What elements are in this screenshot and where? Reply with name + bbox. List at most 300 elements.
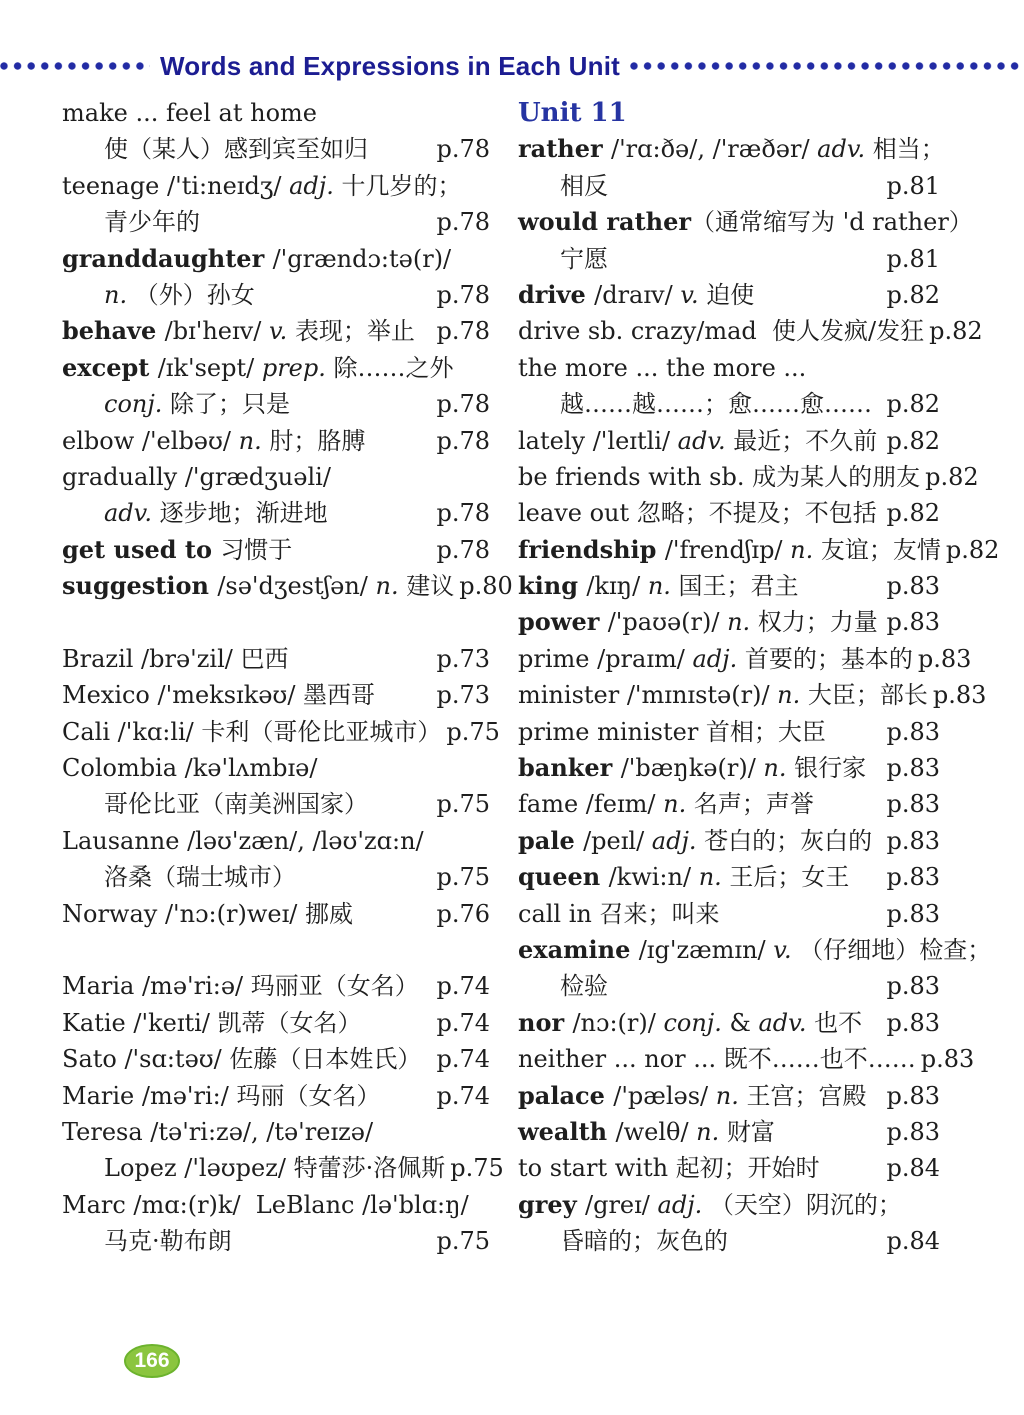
text-segment: 肘；胳膊: [269, 426, 366, 455]
entry-text: [62, 1114, 373, 1150]
entry-text: [518, 1078, 866, 1114]
page-ref: p.78: [436, 390, 490, 419]
pos-label: conj.: [104, 390, 171, 419]
entry-text: [518, 1041, 916, 1077]
headword: grey: [518, 1189, 585, 1219]
text-segment: Lausanne /ləʊ'zæn/, /ləʊ'zɑ:n/: [62, 826, 424, 855]
vocab-line: [62, 859, 490, 895]
text-segment: 昏暗的；灰色的: [560, 1227, 728, 1256]
page-ref: p.78: [436, 280, 490, 309]
entry-text: [104, 786, 368, 822]
text-segment: 首要的；基本的: [744, 644, 913, 673]
vocab-line: [518, 277, 940, 313]
text-segment: Colombia /kə'lʌmbɪə/: [62, 754, 318, 783]
page-ref: p.82: [886, 426, 940, 455]
spacer: [62, 932, 490, 968]
text-segment: /welθ/: [615, 1117, 697, 1146]
page-ref: p.76: [436, 899, 490, 928]
pos-label: adv.: [758, 1008, 815, 1037]
vocab-line: [62, 968, 490, 1004]
pos-label: n.: [715, 1081, 747, 1110]
entry-text: [62, 714, 441, 750]
pos-label: adj.: [692, 644, 745, 673]
vocab-line: [518, 204, 973, 240]
entry-text: [518, 1005, 862, 1041]
page-ref: p.83: [886, 790, 940, 819]
entry-text: [62, 95, 317, 131]
text-segment: /draɪv/: [594, 280, 681, 309]
text-segment: /'elbəʊ/: [141, 426, 239, 455]
entry-text: [62, 1187, 469, 1223]
entry-text: [518, 495, 877, 531]
text-segment: minister: [518, 681, 627, 710]
vocab-line: [62, 168, 490, 204]
text-segment: Lopez /'ləʊpez/ 特蕾莎·洛佩斯: [104, 1154, 446, 1183]
entry-text: [518, 786, 814, 822]
text-segment: prime: [518, 644, 598, 673]
page-ref: p.78: [436, 499, 490, 528]
vocab-line: [62, 1114, 490, 1150]
vocab-line: [518, 423, 940, 459]
headword: power: [518, 607, 608, 637]
vocab-line: [62, 1187, 490, 1223]
pos-label: n.: [727, 608, 758, 637]
headword: examine: [518, 934, 639, 964]
page-ref: p.74: [436, 1045, 490, 1074]
entry-text: [518, 204, 973, 240]
pos-label: n.: [238, 426, 270, 455]
text-segment: 十几岁的；: [341, 171, 462, 200]
text-segment: 马克·勒布朗: [104, 1227, 232, 1256]
entry-text: [62, 1041, 421, 1077]
text-segment: /'grædʒuəli/: [184, 462, 331, 491]
text-segment: /kɪŋ/: [586, 572, 648, 601]
text-segment: /praɪm/: [597, 644, 693, 673]
vocab-line: [518, 1150, 940, 1186]
headword: queen: [518, 862, 609, 892]
page-ref: p.75: [436, 863, 490, 892]
text-segment: &: [729, 1008, 759, 1037]
pos-label: n.: [698, 863, 730, 892]
text-segment: 友谊；友情: [820, 535, 941, 564]
text-segment: /'frendʃɪp/: [664, 535, 791, 564]
page-ref: p.78: [436, 535, 490, 564]
page-ref: p.84: [886, 1154, 940, 1183]
text-segment: leave out 忽略；不提及；不包括: [518, 499, 877, 528]
vocab-line: [62, 495, 490, 531]
entry-text: [518, 932, 991, 968]
headword: except: [62, 352, 158, 382]
page-ref: p.74: [436, 972, 490, 1001]
entry-text: [62, 1005, 362, 1041]
page-ref: p.82: [929, 317, 983, 346]
text-segment: Marie /mə'ri:/ 玛丽（女名）: [62, 1081, 381, 1110]
text-segment: to start with 起初；开始时: [518, 1154, 820, 1183]
page-ref: p.83: [886, 1117, 940, 1146]
vocab-line: [518, 641, 972, 677]
entry-text: [518, 896, 720, 932]
page-ref: p.78: [436, 426, 490, 455]
entry-text: [518, 131, 945, 167]
page-ref: p.84: [886, 1227, 940, 1256]
vocab-line: [518, 1223, 940, 1259]
entry-text: [62, 677, 375, 713]
vocab-line: [518, 568, 940, 604]
vocab-line: [62, 641, 490, 677]
entry-text: [62, 532, 292, 568]
vocab-line: [518, 859, 940, 895]
headword: granddaughter: [62, 243, 273, 273]
text-segment: （外）孙女: [134, 280, 255, 309]
pos-label: n.: [696, 1117, 727, 1146]
pos-label: prep.: [261, 353, 334, 382]
vocab-line: [518, 823, 940, 859]
entry-text: [104, 386, 290, 422]
text-segment: 越……越……；愈……愈……: [560, 390, 872, 419]
text-segment: Brazil /brə'zil/ 巴西: [62, 644, 289, 673]
page-ref: p.83: [886, 863, 940, 892]
right-column: [518, 95, 1000, 1260]
vocab-line: [518, 604, 940, 640]
headword: drive: [518, 279, 595, 309]
vocab-line: [62, 1078, 490, 1114]
vocab-line: [62, 750, 490, 786]
text-segment: /greɪ/: [585, 1190, 658, 1219]
vocab-line: [518, 495, 940, 531]
page-ref: p.75: [436, 1227, 490, 1256]
vocab-line: [518, 786, 940, 822]
entry-text: [518, 313, 924, 349]
header-dots-left-decoration: [0, 62, 150, 70]
page-ref: p.83: [886, 1081, 940, 1110]
text-segment: /feɪm/: [585, 790, 664, 819]
unit-heading: Unit 11: [518, 98, 627, 128]
pos-label: conj.: [663, 1008, 730, 1037]
page-ref: p.83: [920, 1045, 975, 1074]
text-segment: 王宫；宫殿: [746, 1081, 867, 1110]
text-segment: /'pæləs/: [613, 1081, 716, 1110]
headword: would rather: [518, 207, 692, 237]
vocab-line: [62, 1041, 490, 1077]
page-ref: p.82: [886, 280, 940, 309]
vocab-line: [62, 1005, 490, 1041]
entry-text: [560, 168, 608, 204]
page-ref: p.83: [886, 608, 940, 637]
vocab-line: [62, 896, 490, 932]
text-segment: 也不: [814, 1008, 863, 1037]
pos-label: n.: [790, 535, 821, 564]
headword: pale: [518, 825, 584, 855]
text-segment: 使（某人）感到宾至如归: [104, 135, 368, 164]
vocab-line: [62, 95, 490, 131]
pos-label: adv.: [104, 499, 160, 528]
page-title: Words and Expressions in Each Unit: [160, 50, 620, 81]
text-segment: Cali /'kɑ:li/ 卡利（哥伦比亚城市）: [62, 717, 442, 746]
page-ref: p.82: [925, 462, 979, 491]
entry-text: [104, 1150, 445, 1186]
text-segment: 苍白的；灰白的: [704, 826, 873, 855]
text-segment: elbow: [62, 426, 142, 455]
vocab-line: [62, 532, 490, 568]
text-segment: 检验: [560, 972, 608, 1001]
headword: wealth: [518, 1116, 616, 1146]
vocab-line: [518, 896, 940, 932]
vocab-line: [518, 459, 979, 495]
headword: get used to: [62, 534, 221, 564]
text-segment: /peɪl/: [583, 826, 652, 855]
vocab-line: [62, 386, 490, 422]
text-segment: /'mɪnɪstə(r)/: [626, 681, 778, 710]
vocab-line: [62, 1150, 504, 1186]
headword: nor: [518, 1007, 573, 1037]
text-segment: the more ... the more ...: [518, 353, 807, 382]
vocab-line: [62, 423, 490, 459]
page-ref: p.78: [436, 208, 490, 237]
header-dots-right-decoration: [630, 62, 1024, 70]
page-ref: p.83: [886, 972, 940, 1001]
entry-text: [62, 350, 454, 386]
page-ref: p.75: [450, 1154, 504, 1183]
text-segment: be friends with sb. 成为某人的朋友: [518, 462, 921, 491]
entry-text: [518, 568, 799, 604]
vocab-line: [62, 313, 490, 349]
page-header: [0, 48, 1024, 84]
vocab-line: [518, 386, 940, 422]
vocab-line: [62, 277, 490, 313]
text-segment: Norway /'nɔ:(r)weɪ/ 挪威: [62, 899, 353, 928]
entry-text: [104, 495, 328, 531]
headword: behave: [62, 316, 165, 346]
text-segment: /'rɑ:ðə/, /'ræðər/: [611, 135, 818, 164]
entry-text: [104, 204, 200, 240]
vocab-line: [518, 1078, 940, 1114]
entry-text: [62, 568, 454, 604]
text-segment: /'grændɔ:tə(r)/: [272, 244, 452, 273]
text-segment: 相当；: [872, 135, 945, 164]
text-segment: call in 召来；叫来: [518, 899, 720, 928]
text-segment: （通常缩写为 'd rather）: [691, 208, 973, 237]
headword: rather: [518, 134, 611, 164]
text-segment: /ɪk'sept/: [157, 353, 262, 382]
pos-label: adj.: [657, 1190, 710, 1219]
pos-label: n.: [777, 681, 808, 710]
entry-text: [62, 896, 353, 932]
entry-text: [104, 277, 255, 313]
text-segment: 表现；举止: [294, 317, 415, 346]
vocab-line: [62, 568, 513, 604]
vocab-line: [518, 131, 945, 167]
vocab-line: [518, 714, 940, 750]
vocab-line: [518, 1005, 940, 1041]
text-segment: 青少年的: [104, 208, 200, 237]
text-segment: 建议: [406, 572, 455, 601]
pos-label: n.: [763, 754, 795, 783]
text-segment: 逐步地；渐进地: [159, 499, 328, 528]
vocab-line: [518, 968, 940, 1004]
entry-text: [518, 714, 826, 750]
text-segment: /kwi:n/: [608, 863, 699, 892]
entry-text: [518, 641, 913, 677]
entry-text: [560, 968, 608, 1004]
text-segment: teenage: [62, 171, 168, 200]
vocab-line: [518, 241, 940, 277]
vocab-line: [62, 677, 490, 713]
entry-text: [518, 277, 754, 313]
entry-text: [518, 459, 920, 495]
entry-text: [104, 859, 296, 895]
text-segment: /ɪg'zæmɪn/: [638, 935, 774, 964]
entry-text: [518, 823, 872, 859]
headword: friendship: [518, 534, 665, 564]
vocab-line: [518, 168, 940, 204]
text-segment: 宁愿: [560, 244, 608, 273]
text-segment: 国王；君主: [678, 572, 799, 601]
headword: banker: [518, 753, 621, 783]
vocab-line: [62, 350, 490, 386]
entry-text: [518, 1150, 820, 1186]
entry-text: [62, 168, 461, 204]
vocab-line: [62, 1223, 490, 1259]
text-segment: /'paʊə(r)/: [607, 608, 728, 637]
page-ref: p.78: [436, 135, 490, 164]
headword: palace: [518, 1080, 614, 1110]
pos-label: adj.: [651, 826, 705, 855]
entry-text: [62, 1078, 380, 1114]
entry-text: [518, 350, 806, 386]
vocab-line: [518, 313, 983, 349]
text-segment: 洛桑（瑞士城市）: [104, 863, 296, 892]
text-segment: Maria /mə'ri:ə/ 玛丽亚（女名）: [62, 972, 419, 1001]
text-segment: 除……之外: [333, 353, 454, 382]
entry-text: [560, 1223, 728, 1259]
text-segment: 王后；女王: [729, 863, 850, 892]
text-segment: /'ti:neɪdʒ/: [167, 171, 290, 200]
headword: suggestion: [62, 571, 218, 601]
text-segment: 迫使: [706, 280, 755, 309]
pos-label: n.: [375, 572, 407, 601]
entry-text: [62, 423, 365, 459]
page-ref: p.75: [446, 717, 500, 746]
page-ref: p.83: [886, 1008, 940, 1037]
spacer: [62, 604, 490, 640]
page-number-badge: 166: [124, 1344, 180, 1378]
vocab-line: [62, 714, 500, 750]
text-segment: 财富: [726, 1117, 775, 1146]
entry-text: [518, 859, 849, 895]
page-ref: p.82: [886, 499, 940, 528]
pos-label: adj.: [289, 171, 342, 200]
text-segment: neither ... nor ... 既不……也不……: [518, 1045, 916, 1074]
pos-label: n.: [663, 790, 694, 819]
headword: king: [518, 571, 587, 601]
page-ref: p.73: [436, 681, 490, 710]
entry-text: [62, 241, 451, 277]
vocab-line: [62, 823, 490, 859]
page-ref: p.83: [932, 681, 987, 710]
text-segment: （仔细地）检查；: [799, 935, 992, 964]
pos-label: adv.: [817, 135, 873, 164]
vocab-line: [518, 1041, 975, 1077]
page-ref: p.81: [886, 171, 940, 200]
page-ref: p.74: [436, 1008, 490, 1037]
entry-text: [62, 823, 424, 859]
page-ref: p.78: [436, 317, 490, 346]
page-ref: p.75: [436, 790, 490, 819]
vocab-line: [62, 204, 490, 240]
entry-text: [518, 677, 928, 713]
page-ref: p.83: [886, 754, 940, 783]
entry-text: [62, 313, 415, 349]
text-segment: 大臣；部长: [807, 681, 928, 710]
text-segment: /'bæŋkə(r)/: [620, 754, 764, 783]
vocab-line: [518, 932, 992, 968]
page-ref: p.80: [459, 572, 513, 601]
pos-label: adv.: [677, 426, 734, 455]
vocab-line: [62, 241, 490, 277]
text-segment: 相反: [560, 171, 608, 200]
left-column: [62, 95, 513, 1260]
text-segment: Teresa /tə'ri:zə/, /tə'reɪzə/: [62, 1117, 374, 1146]
page-ref: p.82: [886, 390, 940, 419]
text-segment: （天空）阴沉的；: [709, 1190, 902, 1219]
text-segment: /nɔ:(r)/: [572, 1008, 664, 1037]
pos-label: v.: [268, 317, 295, 346]
text-segment: Mexico /'meksɪkəʊ/ 墨西哥: [62, 681, 376, 710]
page-ref: p.73: [436, 644, 490, 673]
entry-text: [62, 459, 331, 495]
entry-text: [518, 1114, 775, 1150]
pos-label: n.: [104, 280, 135, 309]
pos-label: v.: [680, 280, 707, 309]
text-segment: 名声；声誉: [693, 790, 814, 819]
entry-text: [62, 750, 317, 786]
text-segment: lately: [518, 426, 593, 455]
page-ref: p.83: [886, 717, 940, 746]
page-ref: p.83: [917, 644, 972, 673]
vocab-list: [62, 95, 1000, 1260]
text-segment: 最近；不久前: [733, 426, 878, 455]
vocab-line: [62, 459, 490, 495]
text-segment: fame: [518, 790, 586, 819]
entry-text: [560, 241, 608, 277]
entry-text: [518, 532, 941, 568]
text-segment: Katie /'keɪti/ 凯蒂（女名）: [62, 1008, 362, 1037]
page-ref: p.74: [436, 1081, 490, 1110]
text-segment: gradually: [62, 462, 185, 491]
entry-text: [518, 423, 877, 459]
page-ref: p.83: [886, 826, 940, 855]
entry-text: [518, 750, 866, 786]
text-segment: drive sb. crazy/mad 使人发疯/发狂: [518, 317, 925, 346]
pos-label: n.: [647, 572, 679, 601]
vocab-line: [62, 786, 490, 822]
text-segment: 除了；只是: [170, 390, 291, 419]
text-segment: make ... feel at home: [62, 99, 317, 127]
vocab-line: [518, 350, 940, 386]
text-segment: 权力；力量: [757, 608, 878, 637]
vocab-line: [518, 1187, 940, 1223]
vocab-line: [518, 677, 987, 713]
page-ref: p.83: [886, 899, 940, 928]
entry-text: [104, 1223, 232, 1259]
page-ref: p.81: [886, 244, 940, 273]
text-segment: /sə'dʒestʃən/: [217, 572, 376, 601]
entry-text: [62, 641, 288, 677]
text-segment: Sato /'sɑ:təʊ/ 佐藤（日本姓氏）: [62, 1045, 422, 1074]
page-ref: p.83: [886, 572, 940, 601]
vocab-line: [518, 750, 940, 786]
vocab-line: [518, 1114, 940, 1150]
